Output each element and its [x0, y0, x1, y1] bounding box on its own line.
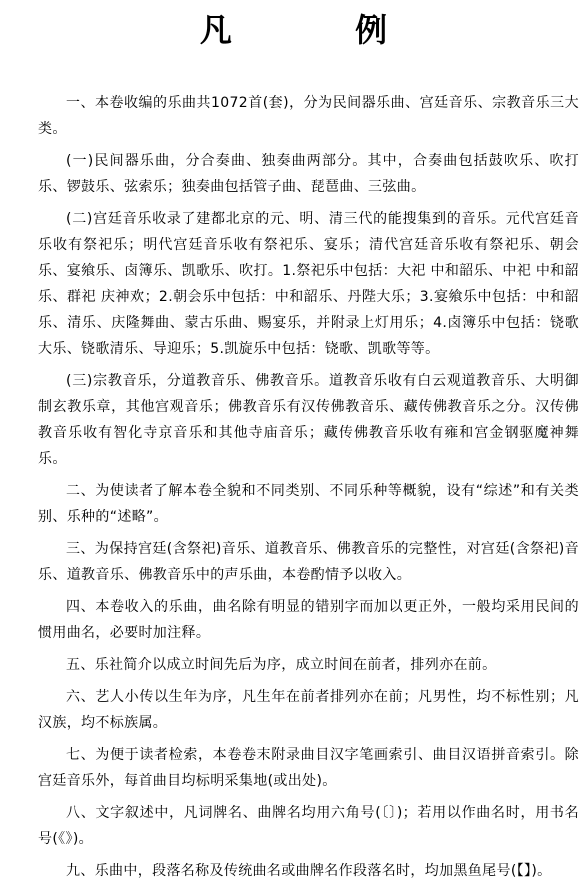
- paragraph-9: 六、艺人小传以生年为序，凡生年在前者排列亦在前；凡男性，均不标性别；凡汉族，均不标族属。: [38, 689, 579, 731]
- paragraph-5: 二、为使读者了解本卷全貌和不同类别、不同乐种等概貌，设有“综述”和有关类别、乐种的“述略”。: [38, 483, 579, 525]
- paragraph-11: 八、文字叙述中，凡词牌名、曲牌名均用六角号(〔〕)；若用以作曲名时，用书名号(《》)。: [38, 805, 579, 847]
- paragraph-3: (二)宫廷音乐收录了建都北京的元、明、清三代的能搜集到的音乐。元代宫廷音乐收有祭祀乐；明代宫廷音乐收有祭祀乐、宴乐；清代宫廷音乐收有祭祀乐、朝会乐、宴飨乐、卤簿乐、凯歌乐、吹打。1.祭祀乐中包括：大祀 中和韶乐、中祀 中和韶乐、群祀 庆神欢；2.朝会乐中包括：中和韶乐、丹陛大乐；3.宴飨乐中包括：中和韶乐、清乐、庆隆舞曲、蒙古乐曲、赐宴乐，并附录上灯用乐；4.卤簿乐中包括：铙歌大乐、铙歌清乐、导迎乐；5.凯旋乐中包括：铙歌、凯歌等等。: [38, 211, 579, 357]
- paragraph-7: 四、本卷收入的乐曲，曲名除有明显的错别字而加以更正外，一般均采用民间的惯用曲名，必要时加注释。: [38, 599, 579, 641]
- paragraph-1: 一、本卷收编的乐曲共1072首(套)，分为民间器乐曲、宫廷音乐、宗教音乐三大类。: [38, 95, 579, 137]
- paragraph-12: 九、乐曲中，段落名称及传统曲名或曲牌名作段落名时，均加黑鱼尾号(【】)。: [66, 863, 552, 879]
- paragraph-2: (一)民间器乐曲，分合奏曲、独奏曲两部分。其中，合奏曲包括鼓吹乐、吹打乐、锣鼓乐、弦索乐；独奏曲包括管子曲、琵琶曲、三弦曲。: [38, 153, 579, 195]
- paragraph-4: (三)宗教音乐，分道教音乐、佛教音乐。道教音乐收有白云观道教音乐、大明御制玄教乐章，其他宫观音乐；佛教音乐有汉传佛教音乐、藏传佛教音乐之分。汉传佛教音乐收有智化寺京音乐和其他寺庙音乐；藏传佛教音乐收有雍和宫金钢驱魔神舞乐。: [38, 373, 579, 467]
- paragraph-8: 五、乐社简介以成立时间先后为序，成立时间在前者，排列亦在前。: [66, 657, 497, 673]
- page-title: 凡 例: [199, 11, 444, 49]
- paragraph-10: 七、为便于读者检索，本卷卷末附录曲目汉字笔画索引、曲目汉语拼音索引。除宫廷音乐外，每首曲目均标明采集地(或出处)。: [38, 747, 579, 789]
- document-body: [38, 90, 579, 890]
- paragraph-6: 三、为保持宫廷(含祭祀)音乐、道教音乐、佛教音乐的完整性，对宫廷(含祭祀)音乐、道教音乐、佛教音乐中的声乐曲，本卷酌情予以收入。: [38, 541, 579, 583]
